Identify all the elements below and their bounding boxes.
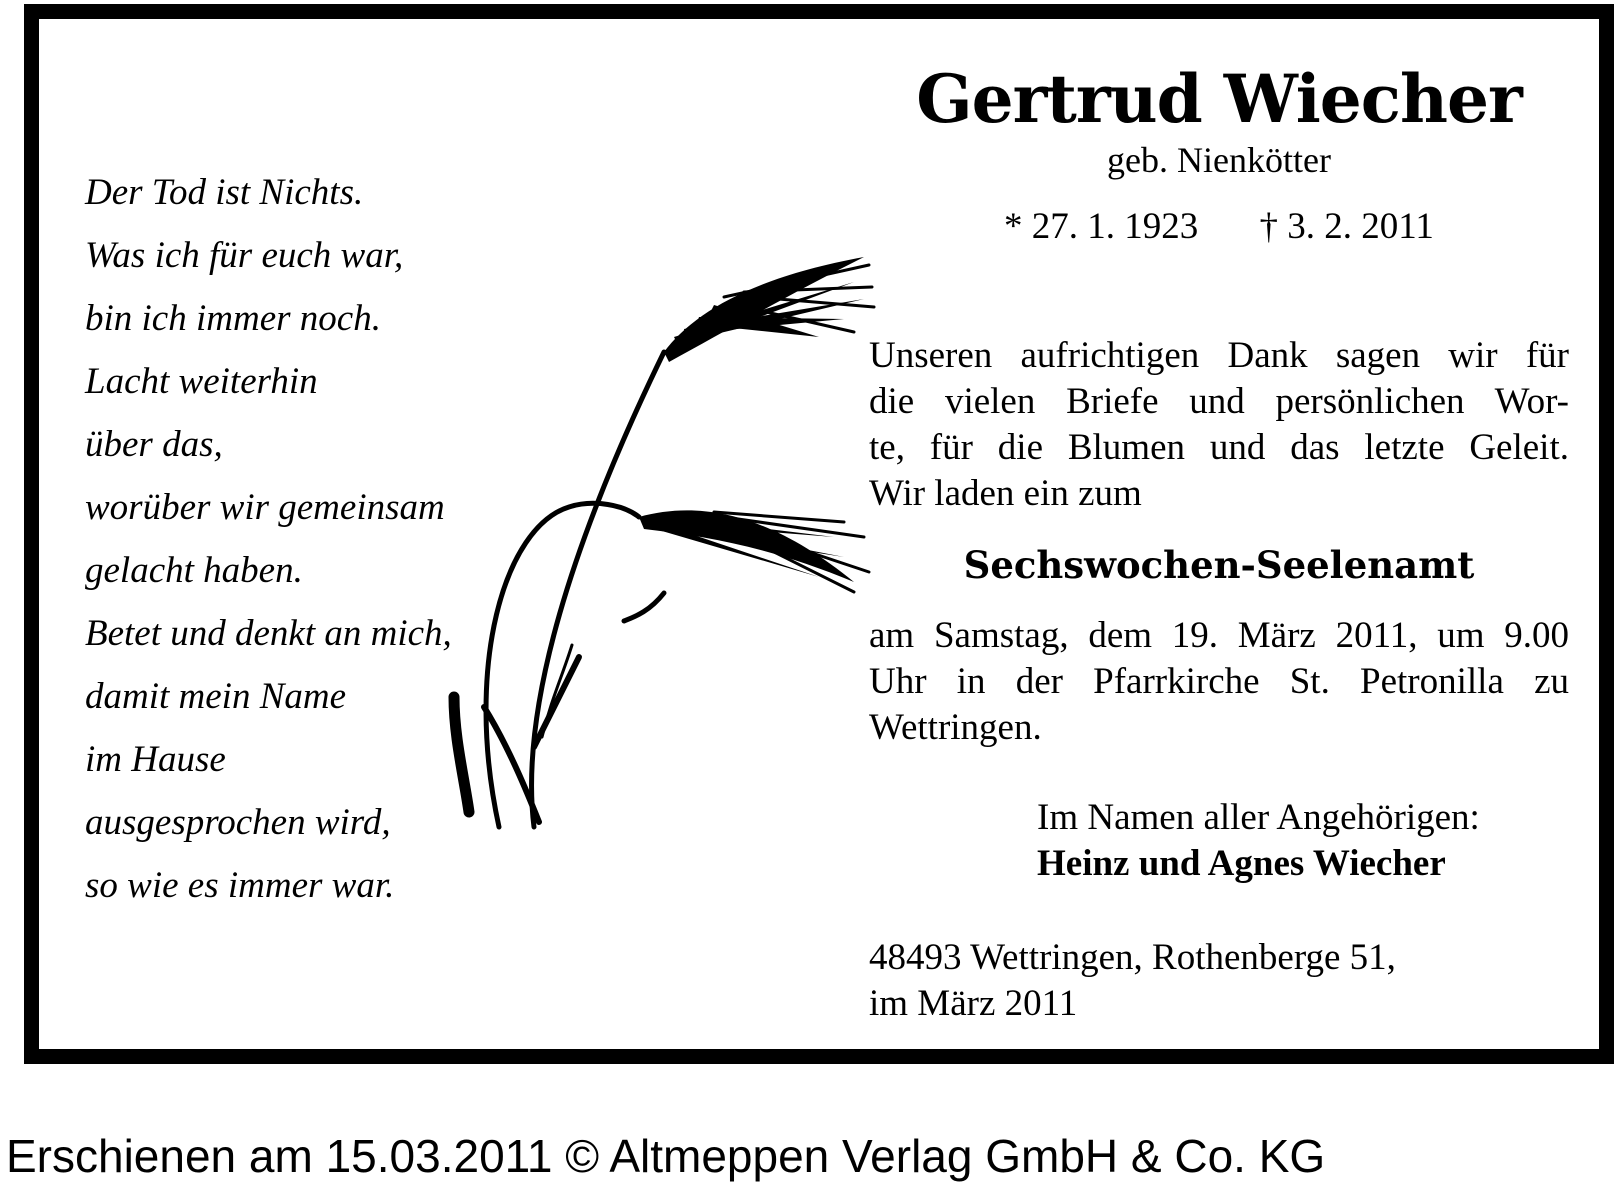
poem-line: ausgesprochen wird, (85, 802, 391, 843)
publication-footer: Erschienen am 15.03.2011 © Altmeppen Verlag GmbH & Co. KG (6, 1130, 1326, 1182)
maiden-name: geb. Nienkötter (1107, 140, 1331, 180)
thanks-line: Unseren aufrichtigen Dank sagen wir für (869, 335, 1569, 376)
poem-line: so wie es immer war. (85, 865, 395, 906)
signature-names: Heinz und Agnes Wiecher (1037, 843, 1446, 884)
thanks-line: te, für die Blumen und das letzte Geleit. (869, 427, 1569, 468)
thanks-line: die vielen Briefe und persönlichen Wor- (869, 381, 1569, 422)
poem-line: Betet und denkt an mich, (85, 613, 452, 654)
mass-line: am Samstag, dem 19. März 2011, um 9.00 (869, 615, 1569, 656)
poem-line: worüber wir gemeinsam (85, 487, 445, 528)
poem-line: im Hause (85, 739, 226, 780)
poem-line: Der Tod ist Nichts. (85, 172, 364, 213)
deceased-name: Gertrud Wiecher (916, 60, 1522, 138)
signature-intro: Im Namen aller Angehörigen: (1037, 797, 1480, 838)
address-block (869, 935, 1569, 1027)
life-dates (869, 205, 1569, 249)
thanks-paragraph (869, 333, 1569, 517)
poem-line: gelacht haben. (85, 550, 303, 591)
mass-line: Wettringen. (869, 707, 1042, 748)
mass-details (869, 613, 1569, 751)
address-line: 48493 Wettringen, Rothenberge 51, (869, 937, 1396, 978)
main-text-column (869, 59, 1569, 1027)
birth-date: * 27. 1. 1923 (1004, 206, 1199, 247)
thanks-line: Wir laden ein zum (869, 473, 1142, 514)
obituary-notice (24, 4, 1614, 1064)
poem (85, 161, 452, 917)
mass-title: Sechswochen-Seelenamt (963, 543, 1475, 587)
poem-line: Was ich für euch war, (85, 235, 404, 276)
signature-block (1037, 795, 1569, 887)
poem-line: über das, (85, 424, 223, 465)
poem-line: Lacht weiterhin (85, 361, 318, 402)
death-date: † 3. 2. 2011 (1259, 206, 1434, 247)
poem-line: damit mein Name (85, 676, 347, 717)
mass-line: Uhr in der Pfarrkirche St. Petronilla zu (869, 661, 1569, 702)
address-date: im März 2011 (869, 983, 1078, 1024)
wheat-ears-icon (424, 237, 899, 877)
poem-line: bin ich immer noch. (85, 298, 381, 339)
